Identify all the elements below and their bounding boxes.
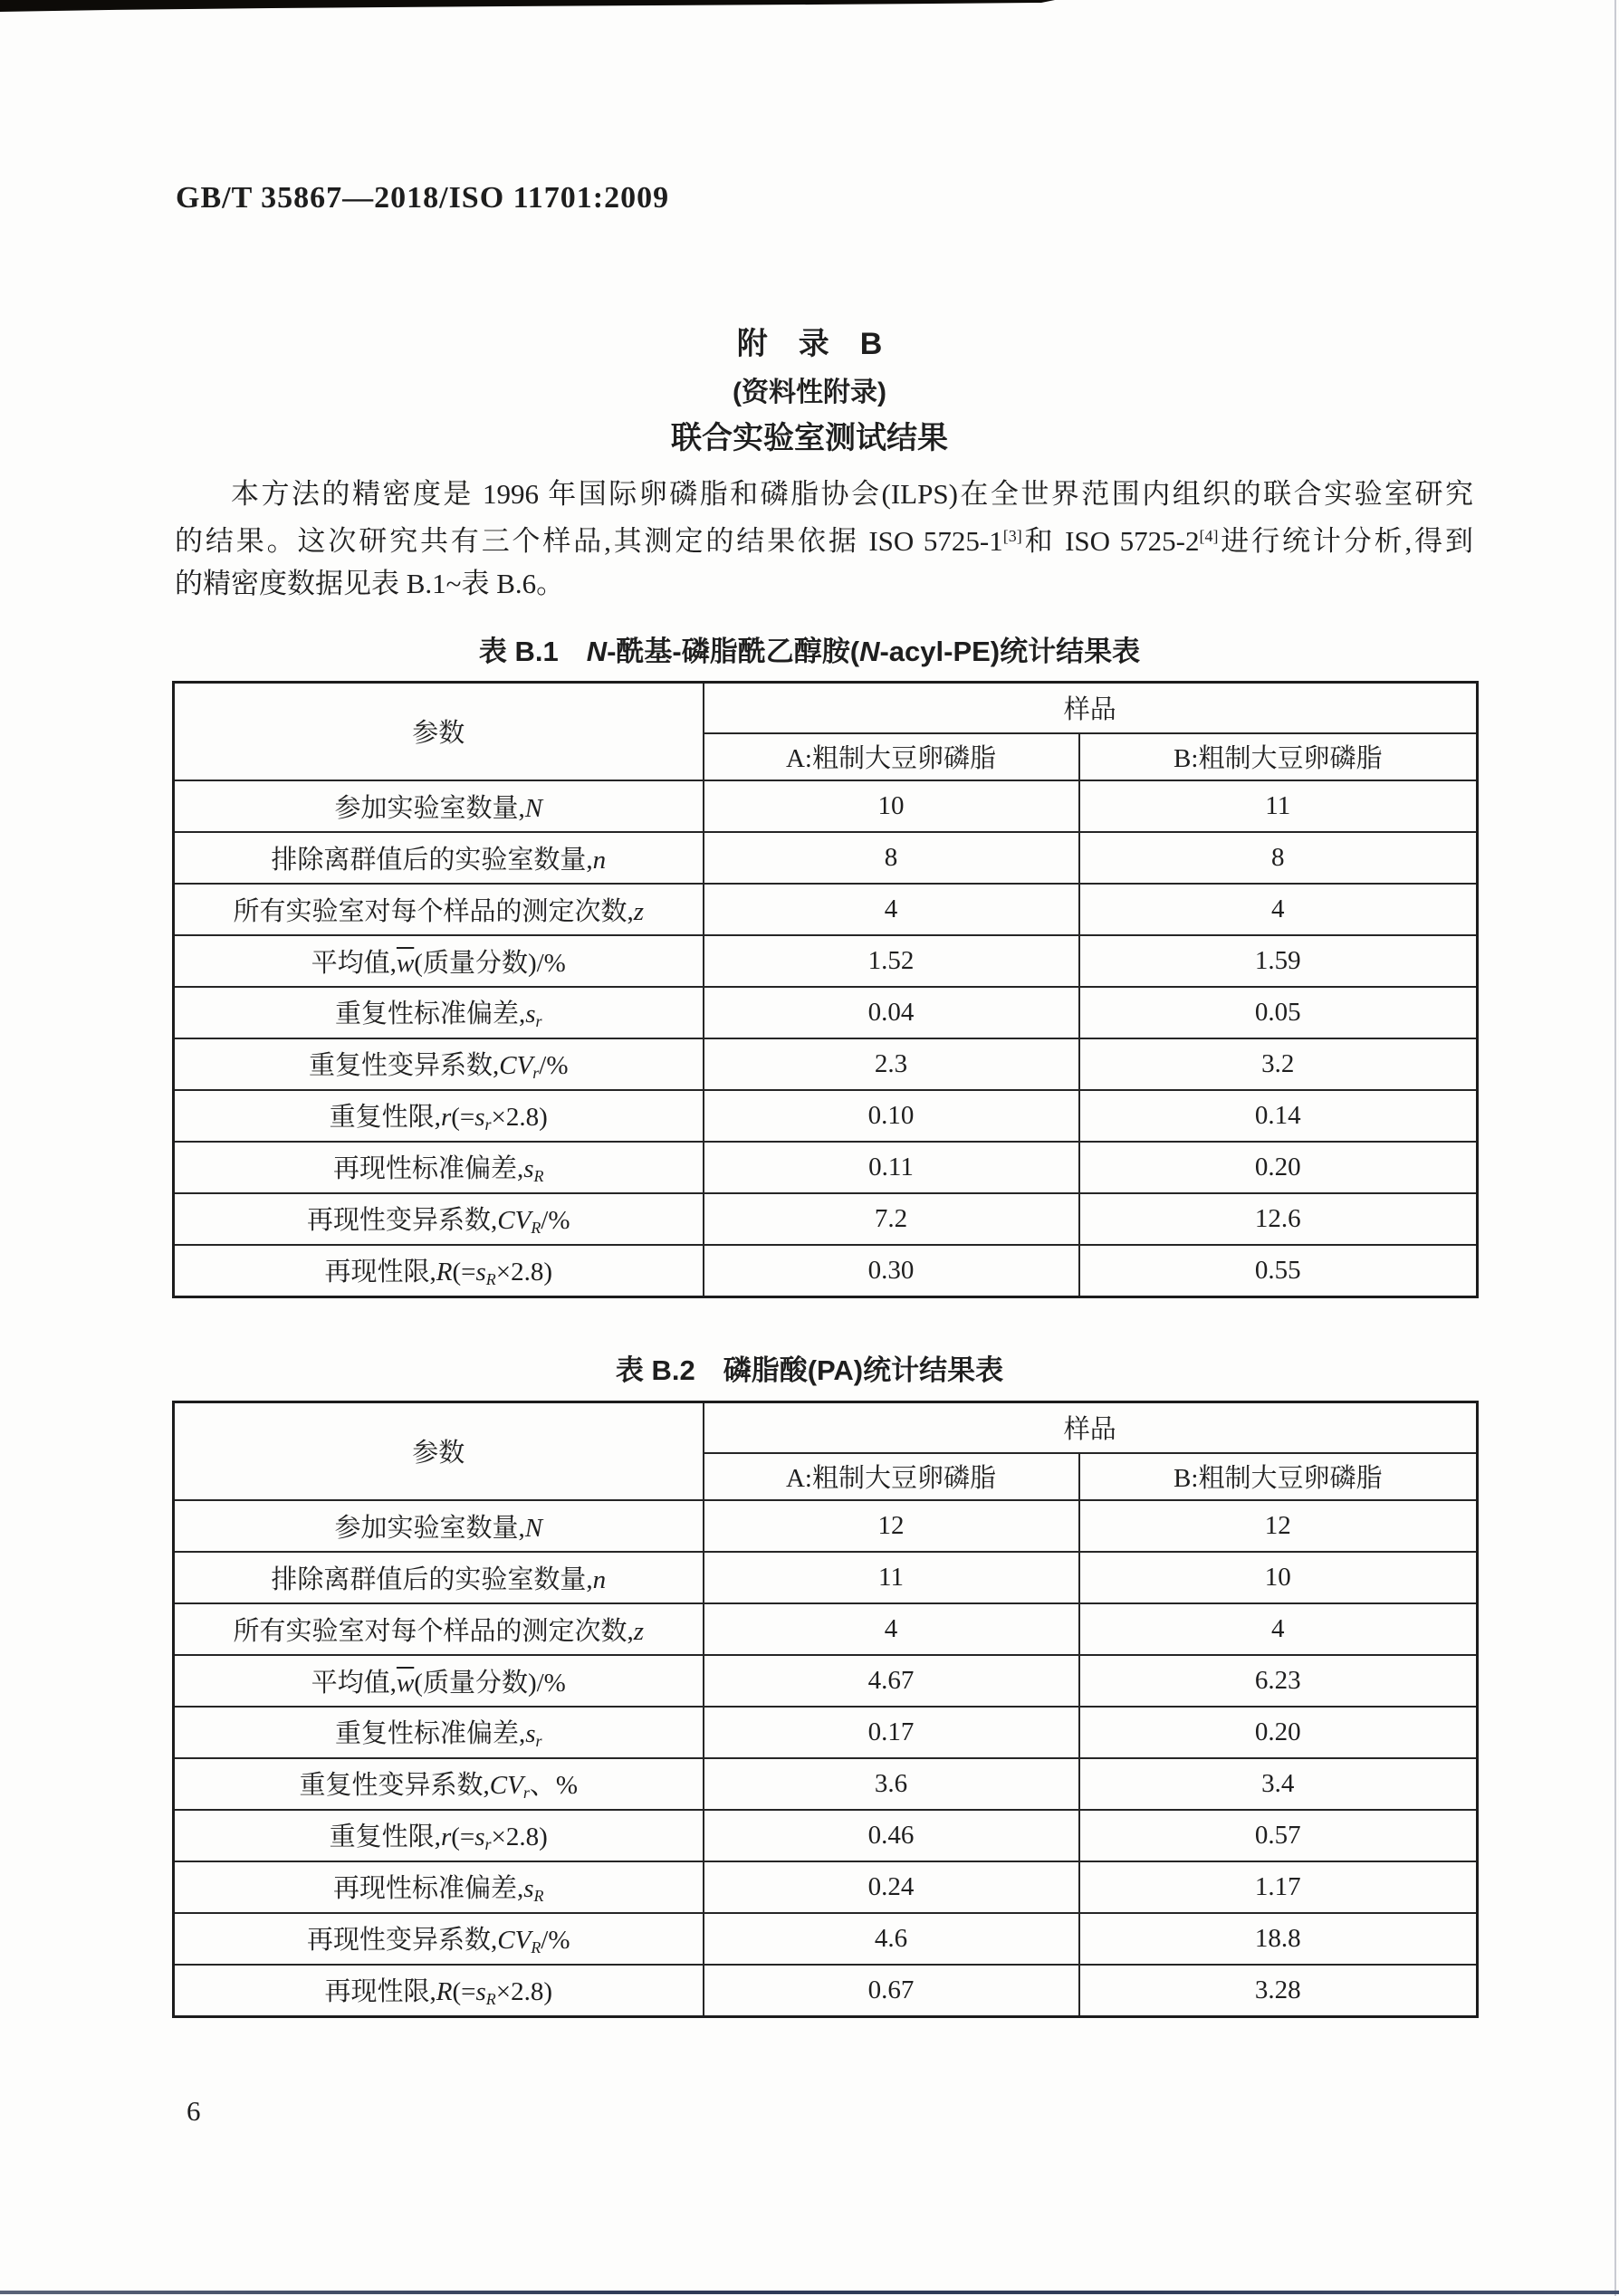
table-row bbox=[174, 1603, 1478, 1655]
value-cell-sample-b: 0.14 bbox=[1079, 1090, 1478, 1142]
text-segment: CV bbox=[489, 1770, 523, 1800]
parameter-label-cell bbox=[174, 1758, 704, 1810]
parameter-label-cell bbox=[174, 832, 704, 884]
text-segment: R bbox=[533, 1167, 544, 1186]
text-segment: N bbox=[524, 793, 543, 823]
value-cell-sample-a: 4 bbox=[704, 1603, 1079, 1655]
table-b1-caption bbox=[0, 628, 1619, 669]
table-row bbox=[174, 1707, 1478, 1758]
table-row bbox=[174, 1758, 1478, 1810]
table-row bbox=[174, 935, 1478, 987]
text-segment: s bbox=[523, 1153, 534, 1183]
value-cell-sample-b: 0.20 bbox=[1079, 1142, 1478, 1193]
text-segment: CV bbox=[497, 1205, 532, 1235]
table-b2 bbox=[172, 1401, 1479, 2018]
column-header-parameter: 参数 bbox=[174, 1402, 704, 1500]
intro-paragraph bbox=[175, 473, 1473, 605]
column-header-parameter: 参数 bbox=[174, 683, 704, 780]
text-segment: ×2.8) bbox=[495, 1976, 553, 2006]
text-segment: 参加实验室数量, bbox=[334, 1513, 525, 1543]
table-row bbox=[174, 1913, 1478, 1965]
value-cell-sample-b: 11 bbox=[1079, 780, 1478, 832]
scan-artifact-bottom-line bbox=[0, 2291, 1619, 2294]
text-segment: 平均值, bbox=[311, 948, 397, 978]
value-cell-sample-a: 4.67 bbox=[704, 1655, 1079, 1707]
value-cell-sample-a: 0.24 bbox=[704, 1861, 1079, 1913]
text-segment: R bbox=[485, 1990, 496, 2009]
text-segment: -acyl-PE)统计结果表 bbox=[879, 636, 1141, 667]
text-segment: R bbox=[531, 1219, 541, 1238]
value-cell-sample-b: 6.23 bbox=[1079, 1655, 1478, 1707]
text-segment: R bbox=[533, 1887, 544, 1906]
text-segment: r bbox=[535, 1732, 542, 1751]
value-cell-sample-b: 0.55 bbox=[1079, 1245, 1478, 1297]
value-cell-sample-b: 3.4 bbox=[1079, 1758, 1478, 1810]
parameter-label-cell bbox=[174, 1500, 704, 1552]
value-cell-sample-a: 0.04 bbox=[704, 987, 1079, 1038]
table-row bbox=[174, 780, 1478, 832]
value-cell-sample-b: 18.8 bbox=[1079, 1913, 1478, 1965]
text-segment: 本方法的精密度是 1996 年国际卵磷脂和磷脂协会(ILPS)在全世界范围内组织的联合实验室研究 bbox=[231, 478, 1473, 510]
annex-title: 附 录 B bbox=[736, 327, 883, 361]
text-segment: ×2.8) bbox=[495, 1257, 553, 1287]
text-segment: R bbox=[436, 1257, 453, 1287]
value-cell-sample-b: 0.20 bbox=[1079, 1707, 1478, 1758]
table-row bbox=[174, 1965, 1478, 2017]
text-segment: 所有实验室对每个样品的测定次数, bbox=[233, 896, 634, 926]
parameter-label-cell bbox=[174, 1913, 704, 1965]
value-cell-sample-b: 1.17 bbox=[1079, 1861, 1478, 1913]
table-row bbox=[174, 1193, 1478, 1245]
text-segment: 、% bbox=[529, 1770, 578, 1800]
parameter-label-cell bbox=[174, 1603, 704, 1655]
text-segment: 再现性变异系数, bbox=[306, 1925, 498, 1955]
value-cell-sample-a: 0.11 bbox=[704, 1142, 1079, 1193]
table-b2-caption bbox=[0, 1347, 1619, 1388]
text-segment: R bbox=[485, 1270, 496, 1289]
parameter-label-cell bbox=[174, 1655, 704, 1707]
value-cell-sample-b: 12 bbox=[1079, 1500, 1478, 1552]
value-cell-sample-b: 0.57 bbox=[1079, 1810, 1478, 1861]
text-segment: 再现性限, bbox=[324, 1257, 436, 1287]
text-segment: s bbox=[525, 1718, 536, 1748]
text-segment: r bbox=[532, 1064, 540, 1083]
text-segment: r bbox=[440, 1102, 452, 1132]
parameter-label-cell bbox=[174, 1038, 704, 1090]
text-segment: 排除离群值后的实验室数量, bbox=[271, 1564, 593, 1594]
value-cell-sample-a: 0.17 bbox=[704, 1707, 1079, 1758]
text-segment: r bbox=[484, 1835, 492, 1854]
text-segment: 的结果。这次研究共有三个样品,其测定的结果依据 ISO 5725-1 bbox=[175, 524, 1003, 557]
text-segment: /% bbox=[541, 1205, 570, 1235]
value-cell-sample-a: 0.67 bbox=[704, 1965, 1079, 2017]
text-segment: s bbox=[523, 1873, 534, 1903]
paragraph-line bbox=[175, 473, 1473, 515]
parameter-label-cell bbox=[174, 1090, 704, 1142]
text-segment: R bbox=[436, 1976, 453, 2006]
column-header-sample-a: A:粗制大豆卵磷脂 bbox=[704, 1453, 1079, 1500]
table-row bbox=[174, 1038, 1478, 1090]
table-row bbox=[174, 1810, 1478, 1861]
text-segment: N bbox=[859, 636, 880, 667]
parameter-label-cell bbox=[174, 1965, 704, 2017]
parameter-label-cell bbox=[174, 1552, 704, 1603]
value-cell-sample-b: 10 bbox=[1079, 1552, 1478, 1603]
text-segment: /% bbox=[539, 1050, 569, 1080]
text-segment: 重复性标准偏差, bbox=[334, 1718, 526, 1748]
text-segment: (= bbox=[451, 1822, 475, 1851]
text-segment: 平均值, bbox=[311, 1668, 397, 1698]
text-segment: 和 ISO 5725-2 bbox=[1021, 524, 1200, 557]
value-cell-sample-a: 0.46 bbox=[704, 1810, 1079, 1861]
value-cell-sample-a: 2.3 bbox=[704, 1038, 1079, 1090]
text-segment: N bbox=[586, 636, 608, 667]
table-row bbox=[174, 1655, 1478, 1707]
column-header-sample-a: A:粗制大豆卵磷脂 bbox=[704, 733, 1079, 780]
table-row bbox=[174, 832, 1478, 884]
text-segment: (= bbox=[452, 1257, 476, 1287]
text-segment: 表 B.2 磷脂酸(PA)统计结果表 bbox=[615, 1354, 1004, 1386]
column-header-sample: 样品 bbox=[704, 683, 1478, 733]
value-cell-sample-b: 0.05 bbox=[1079, 987, 1478, 1038]
value-cell-sample-a: 0.30 bbox=[704, 1245, 1079, 1297]
standard-number: GB/T 35867—2018/ISO 11701:2009 bbox=[176, 181, 670, 215]
value-cell-sample-a: 7.2 bbox=[704, 1193, 1079, 1245]
page-number: 6 bbox=[187, 2095, 201, 2127]
table-row bbox=[174, 1552, 1478, 1603]
value-cell-sample-a: 1.52 bbox=[704, 935, 1079, 987]
parameter-label-cell bbox=[174, 1193, 704, 1245]
scan-artifact-top-wedge bbox=[0, 0, 1619, 16]
text-segment: 排除离群值后的实验室数量, bbox=[271, 845, 593, 875]
value-cell-sample-a: 4 bbox=[704, 884, 1079, 935]
parameter-label-cell bbox=[174, 1245, 704, 1297]
text-segment: 的精密度数据见表 B.1~表 B.6。 bbox=[175, 567, 565, 599]
table-row bbox=[174, 1861, 1478, 1913]
text-segment: 重复性标准偏差, bbox=[334, 999, 526, 1028]
value-cell-sample-a: 11 bbox=[704, 1552, 1079, 1603]
column-header-sample: 样品 bbox=[704, 1402, 1478, 1453]
table-row bbox=[174, 987, 1478, 1038]
value-cell-sample-b: 12.6 bbox=[1079, 1193, 1478, 1245]
text-segment: 再现性变异系数, bbox=[306, 1205, 498, 1235]
table-b1 bbox=[172, 681, 1479, 1298]
text-segment: CV bbox=[497, 1925, 532, 1955]
value-cell-sample-b: 4 bbox=[1079, 1603, 1478, 1655]
text-segment: 再现性标准偏差, bbox=[332, 1873, 524, 1903]
table-row bbox=[174, 1142, 1478, 1193]
text-segment: n bbox=[592, 845, 607, 875]
text-segment: z bbox=[633, 896, 645, 926]
text-segment: 再现性限, bbox=[324, 1976, 436, 2006]
text-segment: R bbox=[531, 1938, 541, 1957]
text-segment: r bbox=[535, 1012, 542, 1031]
parameter-label-cell bbox=[174, 935, 704, 987]
annex-subtitle: (资料性附录) bbox=[733, 378, 886, 407]
value-cell-sample-b: 1.59 bbox=[1079, 935, 1478, 987]
paragraph-line bbox=[175, 515, 1473, 562]
annex-heading: 联合实验室测试结果 bbox=[671, 421, 948, 455]
text-segment: r bbox=[522, 1784, 530, 1803]
value-cell-sample-b: 3.2 bbox=[1079, 1038, 1478, 1090]
text-segment: r bbox=[484, 1115, 492, 1134]
column-header-sample-b: B:粗制大豆卵磷脂 bbox=[1079, 1453, 1478, 1500]
value-cell-sample-a: 10 bbox=[704, 780, 1079, 832]
parameter-label-cell bbox=[174, 1810, 704, 1861]
text-segment: 进行统计分析,得到 bbox=[1218, 524, 1474, 557]
value-cell-sample-b: 3.28 bbox=[1079, 1965, 1478, 2017]
citation-superscript: [4] bbox=[1199, 527, 1219, 545]
text-segment: s bbox=[474, 1102, 485, 1132]
text-segment: r bbox=[440, 1822, 452, 1851]
text-segment: ×2.8) bbox=[491, 1822, 548, 1851]
text-segment: 所有实验室对每个样品的测定次数, bbox=[233, 1616, 634, 1646]
text-segment: (= bbox=[452, 1976, 476, 2006]
value-cell-sample-b: 8 bbox=[1079, 832, 1478, 884]
text-segment: (质量分数)/% bbox=[414, 1668, 566, 1698]
text-segment: $\overline{w}$ bbox=[396, 948, 415, 978]
text-segment: CV bbox=[499, 1050, 533, 1080]
citation-superscript: [3] bbox=[1002, 527, 1022, 545]
text-segment: 重复性限, bbox=[329, 1102, 441, 1132]
text-segment: 再现性标准偏差, bbox=[332, 1153, 524, 1183]
parameter-label-cell bbox=[174, 1707, 704, 1758]
parameter-label-cell bbox=[174, 780, 704, 832]
value-cell-sample-b: 4 bbox=[1079, 884, 1478, 935]
parameter-label-cell bbox=[174, 1861, 704, 1913]
text-segment: s bbox=[474, 1822, 485, 1851]
text-segment: s bbox=[475, 1257, 486, 1287]
text-segment: n bbox=[592, 1564, 607, 1594]
paragraph-line bbox=[175, 562, 1473, 605]
text-segment: ×2.8) bbox=[491, 1102, 548, 1132]
value-cell-sample-a: 4.6 bbox=[704, 1913, 1079, 1965]
text-segment: (= bbox=[451, 1102, 475, 1132]
text-segment: z bbox=[633, 1616, 645, 1646]
text-segment: (质量分数)/% bbox=[414, 948, 566, 978]
text-segment: 重复性变异系数, bbox=[299, 1770, 490, 1800]
column-header-sample-b: B:粗制大豆卵磷脂 bbox=[1079, 733, 1478, 780]
value-cell-sample-a: 3.6 bbox=[704, 1758, 1079, 1810]
text-segment: 重复性变异系数, bbox=[308, 1050, 500, 1080]
text-segment: 表 B.1 bbox=[478, 636, 587, 667]
value-cell-sample-a: 0.10 bbox=[704, 1090, 1079, 1142]
table-row bbox=[174, 1245, 1478, 1297]
table-b1-body bbox=[174, 780, 1478, 1297]
parameter-label-cell bbox=[174, 884, 704, 935]
table-b2-body bbox=[174, 1500, 1478, 2017]
value-cell-sample-a: 12 bbox=[704, 1500, 1079, 1552]
text-segment: /% bbox=[541, 1925, 570, 1955]
text-segment: 重复性限, bbox=[329, 1822, 441, 1851]
parameter-label-cell bbox=[174, 987, 704, 1038]
table-row bbox=[174, 884, 1478, 935]
text-segment: s bbox=[525, 999, 536, 1028]
value-cell-sample-a: 8 bbox=[704, 832, 1079, 884]
text-segment: 参加实验室数量, bbox=[334, 793, 525, 823]
table-row bbox=[174, 1090, 1478, 1142]
text-segment: N bbox=[524, 1513, 543, 1543]
text-segment: s bbox=[475, 1976, 486, 2006]
text-segment: $\overline{w}$ bbox=[396, 1668, 415, 1698]
table-row bbox=[174, 1500, 1478, 1552]
parameter-label-cell bbox=[174, 1142, 704, 1193]
text-segment: -酰基-磷脂酰乙醇胺( bbox=[607, 636, 860, 667]
